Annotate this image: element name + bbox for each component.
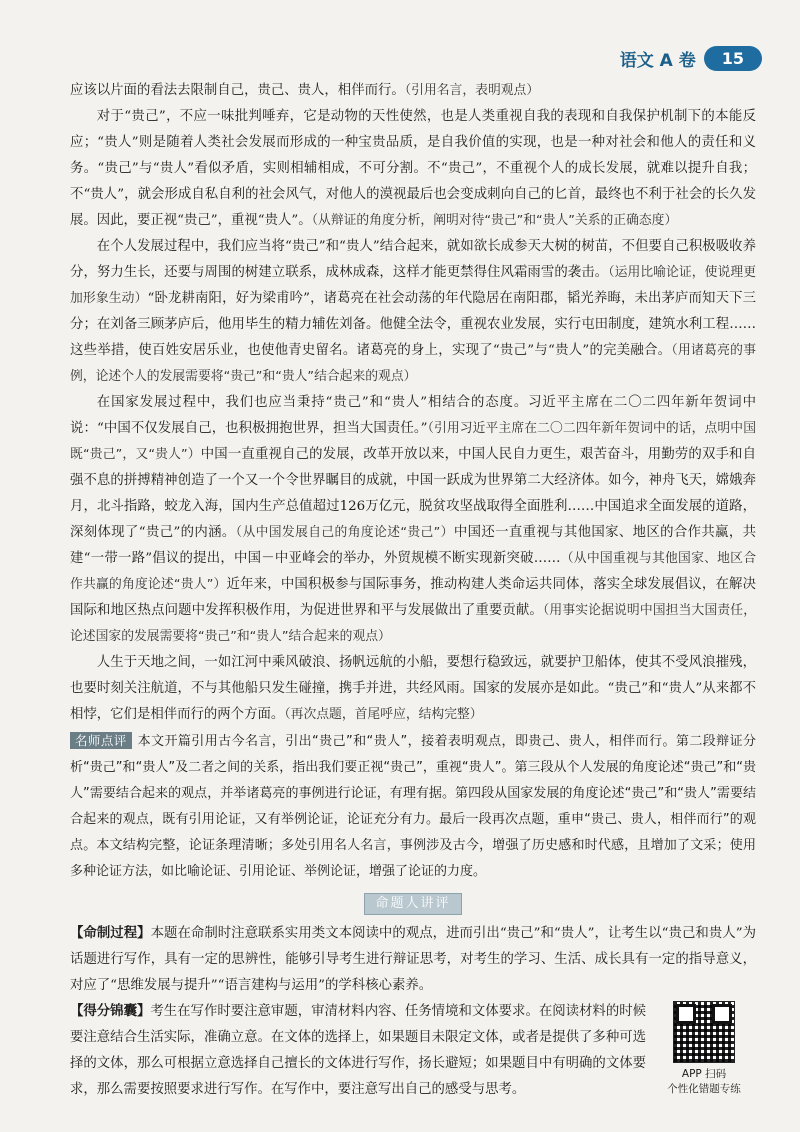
paragraph-text: 在个人发展过程中，我们应当将“贵己”和“贵人”结合起来，就如欲长成参天大树的树苗，不但要自己积极吸收养分，努力生长，还要与周围的树建立联系，成林成森，这样才能更禁得住风霜雨雪的袭击。 [70, 239, 756, 280]
qr-block[interactable] [652, 999, 756, 1097]
paragraph-text: 对于“贵己”，不应一味批判唾弃，它是动物的天性使然，也是人类重视自我的表现和自我保护机制下的本能反应；“贵人”则是随着人类社会发展而形成的一种宝贵品质，是自我价值的实现，也是一种对社会和他人的责任和义务。“贵己”与“贵人”看似矛盾，实则相辅相成，不可分割。不“贵己”，不重视个人的成长发展，就难以提升自我；不“贵人”，就会形成自私自利的社会风气，对他人的漠视最后也会变成刺向自己的匕首，最终也不利于社会的长久发展。因此，要正视“贵己”，重视“贵人”。 [70, 109, 756, 228]
essay-paragraph-3 [70, 234, 756, 390]
paragraph-text: 中国还一直重视与其他国家、地区的合作共赢，共建“一带一路”倡议的提出，中国－中亚峰会的举办，外贸规模不断实现新突破…… [70, 525, 756, 566]
scoring-label: 【得分锦囊】 [70, 1004, 151, 1019]
page-number: 15 [704, 46, 762, 71]
qr-caption-line2: 个性化错题专练 [667, 1083, 741, 1095]
annotation: （引用习近平主席在二〇二四年新年贺词中的话，点明中国既“贵己”，又“贵人”） [70, 421, 756, 462]
essay-paragraph-2 [70, 104, 756, 234]
teacher-comment [70, 728, 756, 885]
section-banner: 命题人讲评 [364, 893, 461, 915]
annotation: （从中国发展自己的角度论述“贵己”） [235, 525, 454, 540]
essay-paragraph-4 [70, 390, 756, 650]
essay-paragraph-5 [70, 650, 756, 728]
essay-content [70, 78, 756, 1103]
proposition-label: 【命制过程】 [70, 926, 151, 941]
teacher-comment-tag: 名师点评 [70, 732, 132, 749]
qr-caption-line1: APP 扫码 [681, 1068, 727, 1080]
page-header [620, 46, 762, 71]
paragraph-text: 在国家发展过程中，我们也应当秉持“贵己”和“贵人”相结合的态度。习近平主席在二〇二四年新年贺词中说：“中国不仅发展自己，也积极拥抱世界，担当大国责任。” [70, 395, 756, 436]
paragraph-text: 人生于天地之间，一如江河中乘风破浪、扬帆远航的小船，要想行稳致远，就要护卫船体，使其不受风浪摧残，也要时刻关注航道，不与其他船只发生碰撞，携手并进，共经风雨。国家的发展亦是如此。“贵己”和“贵人”从来都不相悖，它们是相伴而行的两个方面。 [70, 655, 756, 722]
qr-code-icon[interactable] [673, 1001, 735, 1063]
paragraph-text: “卧龙耕南阳，好为梁甫吟”，诸葛亮在社会动荡的年代隐居在南阳郡，韬光养晦，未出茅庐而知天下三分；在刘备三顾茅庐后，他用毕生的精力辅佐刘备。他健全法令，重视农业发展，实行屯田制度，建筑水利工程……这些举措，使百姓安居乐业，也使他青史留名。诸葛亮的身上，实现了“贵己”与“贵人”的完美融合。 [70, 291, 756, 358]
annotation: （运用比喻论证，使说理更加形象生动） [70, 265, 756, 306]
scoring-text: 考生在写作时要注意审题，审清材料内容、任务情境和文体要求。在阅读材料的时候要注意结合生活实际，准确立意。在文体的选择上，如果题目未限定文体，或者是提供了多种可选择的文体，那么可根据立意选择自己擅长的文体进行写作，扬长避短；如果题目中有明确的文体要求，那么需要按照要求进行写作。在写作中，要注意写出自己的感受与思考。 [70, 1004, 646, 1097]
annotation: （引用名言，表明观点） [404, 83, 540, 98]
annotation: （再次点题，首尾呼应，结构完整） [284, 707, 483, 722]
banner-row [70, 891, 756, 917]
annotation: （从中国重视与其他国家、地区合作共赢的角度论述“贵人”） [70, 551, 756, 592]
scoring-block [70, 999, 756, 1103]
teacher-comment-text: 本文开篇引用古今名言，引出“贵己”和“贵人”，接着表明观点，即贵己、贵人，相伴而行。第二段辩证分析“贵己”和“贵人”及二者之间的关系，指出我们要正视“贵己”，重视“贵人”。第三段从个人发展的角度论述“贵己”和“贵人”需要结合起来的观点，并举诸葛亮的事例进行论证，有理有据。第四段从国家发展的角度论述“贵己”和“贵人”需要结合起来的观点，既有引用论证，又有举例论证，论证充分有力。最后一段再次点题，重申“贵己、贵人，相伴而行”的观点。本文结构完整，论证条理清晰；多处引用名人名言，事例涉及古今，增强了历史感和时代感，且增加了文采；使用多种论证方法，如比喻论证、引用论证、举例论证，增强了论证的力度。 [70, 734, 756, 879]
paper-label: 语文 A 卷 [619, 51, 696, 71]
essay-paragraph-1 [70, 78, 756, 104]
annotation: （用诸葛亮的事例，论述个人的发展需要将“贵己”和“贵人”结合起来的观点） [70, 343, 756, 384]
proposition-text: 本题在命制时注意联系实用类文本阅读中的观点，进而引出“贵己”和“贵人”，让考生以“贵己和贵人”为话题进行写作，具有一定的思辨性，能够引导考生进行辩证思考，对考生的学习、生活、成长具有一定的指导意义，对应了“思维发展与提升”“语言建构与运用”的学科核心素养。 [70, 926, 756, 993]
proposition-section [70, 921, 756, 999]
paragraph-text: 中国一直重视自己的发展，改革开放以来，中国人民自力更生，艰苦奋斗，用勤劳的双手和自强不息的拼搏精神创造了一个又一个令世界瞩目的成就，中国一跃成为世界第二大经济体。如今，神舟飞天，嫦娥奔月，北斗指路，蛟龙入海，国内生产总值超过126万亿元，脱贫攻坚战取得全面胜利……中国追求全面发展的道路，深刻体现了“贵己”的内涵。 [70, 447, 756, 540]
paragraph-text: 近年来，中国积极参与国际事务，推动构建人类命运共同体，落实全球发展倡议，在解决国际和地区热点问题中发挥积极作用，为促进世界和平与发展做出了重要贡献。 [70, 577, 757, 618]
scoring-section [70, 999, 646, 1103]
annotation: （用事实论据说明中国担当大国责任，论述国家的发展需要将“贵己”和“贵人”结合起来的观点） [70, 603, 756, 644]
annotation: （从辩证的角度分析，阐明对待“贵己”和“贵人”关系的正确态度） [311, 213, 678, 228]
paragraph-text: 应该以片面的看法去限制自己，贵己、贵人，相伴而行。 [70, 83, 405, 98]
